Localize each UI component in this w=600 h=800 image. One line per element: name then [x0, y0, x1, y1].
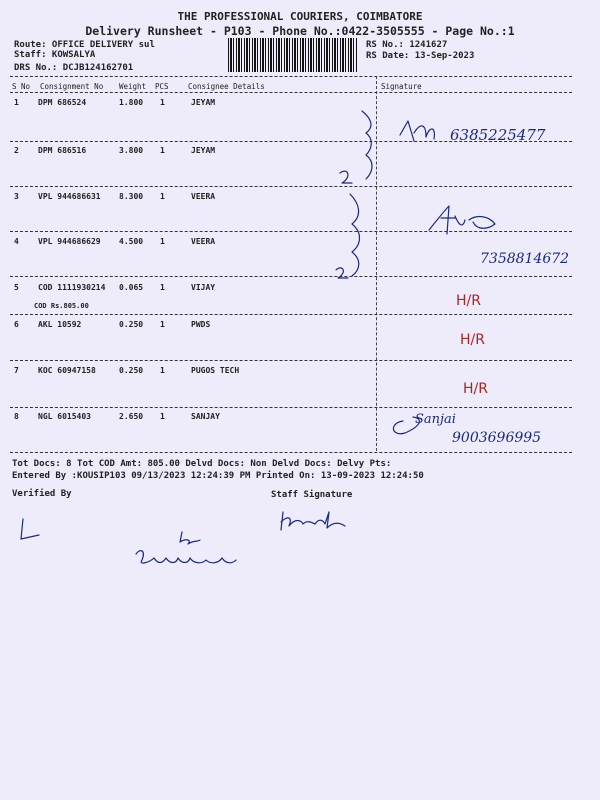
hr-mark-row5 [448, 285, 508, 313]
row-sno: 4 [14, 237, 19, 246]
svg-text:6385225477: 6385225477 [450, 126, 546, 144]
runsheet-title: Delivery Runsheet - P103 - Phone No.:0422-3505555 - Page No.:1 [85, 24, 515, 38]
company-name: THE PROFESSIONAL COURIERS, COIMBATORE [177, 10, 423, 23]
row-weight: 3.800 [119, 146, 144, 155]
row-weight: 1.800 [119, 98, 144, 107]
row-pcs: 1 [160, 412, 165, 421]
row-sno: 2 [14, 146, 19, 155]
row-rule [10, 276, 572, 277]
row-consignee: VEERA [191, 192, 216, 201]
barcode [228, 38, 358, 72]
signature-veera [425, 200, 505, 245]
row-consignment: VPL 944686629 [38, 237, 101, 246]
handwritten-phone-2 [470, 243, 590, 273]
row-sno: 3 [14, 192, 19, 201]
handwritten-phone-1 [440, 118, 570, 148]
row-sno: 1 [14, 98, 19, 107]
svg-text:H/R: H/R [456, 293, 481, 309]
row-weight: 0.065 [119, 283, 144, 292]
hr-mark-row6 [452, 324, 512, 352]
row-weight: 8.300 [119, 192, 144, 201]
drs-number: DRS No.: DCJB124162701 [14, 63, 134, 73]
row-pcs: 1 [160, 237, 165, 246]
route-label: Route: OFFICE DELIVERY sul [14, 40, 155, 50]
row-consignment: VPL 944686631 [38, 192, 101, 201]
cod-amount: COD Rs.805.00 [34, 302, 89, 310]
svg-text:7358814672: 7358814672 [480, 251, 570, 267]
row-consignment: COD 1111930214 [38, 283, 106, 292]
svg-text:H/R: H/R [463, 381, 488, 397]
table-header-rule [10, 92, 572, 93]
rs-date: RS Date: 13-Sep-2023 [366, 51, 475, 61]
col-consignee: Consignee Details [188, 82, 265, 91]
staff-signature [275, 508, 355, 538]
row-consignee: PWDS [191, 320, 211, 329]
row-consignment: AKL 10592 [38, 320, 82, 329]
svg-text:9003696995: 9003696995 [452, 430, 542, 446]
verified-by-label: Verified By [12, 489, 72, 499]
row-consignment: DPM 686524 [38, 98, 87, 107]
row-consignee: VEERA [191, 237, 216, 246]
row-consignment: DPM 686516 [38, 146, 87, 155]
row-pcs: 1 [160, 283, 165, 292]
row-rule [10, 360, 572, 361]
table-top-rule [10, 76, 572, 77]
col-signature: Signature [381, 82, 422, 91]
row-weight: 2.650 [119, 412, 144, 421]
rs-number: RS No.: 1241627 [366, 40, 448, 50]
row-pcs: 1 [160, 192, 165, 201]
row-consignee: PUGOS TECH [191, 366, 240, 375]
row-weight: 4.500 [119, 237, 144, 246]
row-consignment: KOC 60947158 [38, 366, 96, 375]
row-rule [10, 407, 572, 408]
handwritten-phone-3 [448, 422, 573, 452]
verified-signature [130, 528, 250, 578]
svg-text:H/R: H/R [460, 332, 485, 348]
row-pcs: 1 [160, 146, 165, 155]
row-sno: 8 [14, 412, 19, 421]
row-consignee: JEYAM [191, 98, 216, 107]
row-sno: 6 [14, 320, 19, 329]
verified-initial-mark [15, 515, 55, 545]
row-consignee: VIJAY [191, 283, 216, 292]
staff-signature-label: Staff Signature [271, 490, 353, 500]
row-consignment: NGL 6015403 [38, 412, 91, 421]
entered-by-line: Entered By :KOUSIP103 09/13/2023 12:24:39 PM Printed On: 13-09-2023 12:24:50 [12, 471, 424, 481]
col-pcs: PCS [155, 82, 169, 91]
row-sno: 5 [14, 283, 19, 292]
hr-mark-row7 [455, 373, 515, 401]
totals-line: Tot Docs: 8 Tot COD Amt: 805.00 Delvd Docs: Non Delvd Docs: Delvy Pts: [12, 459, 392, 469]
row-pcs: 1 [160, 366, 165, 375]
row-weight: 0.250 [119, 366, 144, 375]
row-weight: 0.250 [119, 320, 144, 329]
table-bottom-rule [10, 452, 572, 453]
row-consignee: JEYAM [191, 146, 216, 155]
col-sno: S No [12, 82, 31, 91]
row-rule [10, 314, 572, 315]
row-sno: 7 [14, 366, 19, 375]
col-weight: Weight [119, 82, 147, 91]
svg-text:Sanjai: Sanjai [415, 412, 456, 427]
staff-label: Staff: KOWSALYA [14, 50, 96, 60]
row-pcs: 1 [160, 320, 165, 329]
col-consignment: Consignment No [40, 82, 104, 91]
row-pcs: 1 [160, 98, 165, 107]
row-consignee: SANJAY [191, 412, 220, 421]
